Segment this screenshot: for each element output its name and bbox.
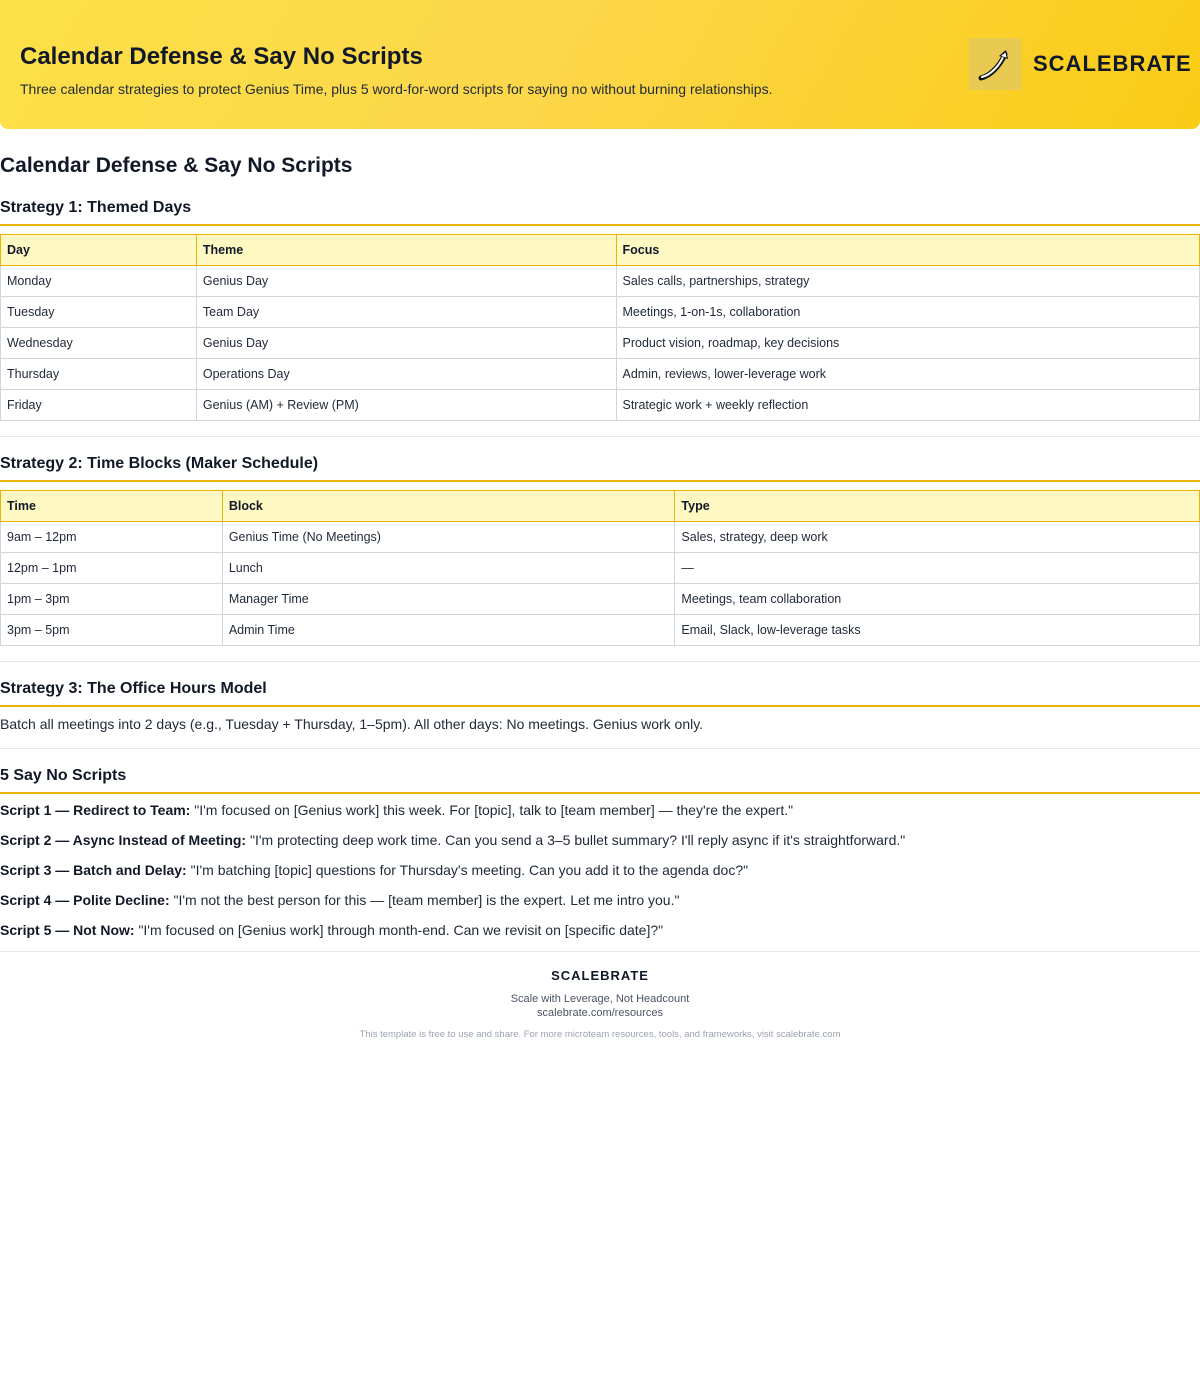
table-cell: 9am – 12pm xyxy=(1,522,223,553)
strategy3-section xyxy=(0,679,1200,732)
section-divider xyxy=(0,661,1200,662)
table-row xyxy=(1,328,1200,359)
table-cell: Wednesday xyxy=(1,328,197,359)
script-label: Script 2 — Async Instead of Meeting: xyxy=(0,832,247,848)
strategy2-heading: Strategy 2: Time Blocks (Maker Schedule) xyxy=(0,454,1200,482)
table-cell: Genius Day xyxy=(196,328,616,359)
list-item xyxy=(0,832,1200,862)
footer-divider xyxy=(0,951,1200,952)
list-item xyxy=(0,862,1200,892)
table-header-row xyxy=(1,235,1200,266)
table-cell: Manager Time xyxy=(222,584,675,615)
script-text: "I'm protecting deep work time. Can you send a 3–5 bullet summary? I'll reply async if it's straightforward." xyxy=(246,832,906,848)
section-divider xyxy=(0,436,1200,437)
script-label: Script 4 — Polite Decline: xyxy=(0,892,170,908)
table-header-row xyxy=(1,491,1200,522)
footer-tagline: Scale with Leverage, Not Headcount xyxy=(510,993,690,1005)
brand-name: SCALEBRATE xyxy=(1033,51,1192,76)
column-header: Time xyxy=(1,491,223,522)
scripts-heading: 5 Say No Scripts xyxy=(0,766,1200,794)
list-item xyxy=(0,892,1200,922)
table-cell: Sales, strategy, deep work xyxy=(675,522,1200,553)
table-cell: Genius (AM) + Review (PM) xyxy=(196,390,616,421)
column-header: Block xyxy=(222,491,675,522)
time-blocks-table xyxy=(0,490,1200,646)
strategy2-section xyxy=(0,454,1200,646)
table-row xyxy=(1,297,1200,328)
column-header: Theme xyxy=(196,235,616,266)
table-cell: — xyxy=(675,553,1200,584)
strategy1-heading: Strategy 1: Themed Days xyxy=(0,198,1200,226)
column-header: Type xyxy=(675,491,1200,522)
scripts-section xyxy=(0,766,1200,952)
table-cell: Genius Time (No Meetings) xyxy=(222,522,675,553)
script-text: "I'm not the best person for this — [team member] is the expert. Let me intro you." xyxy=(169,892,680,908)
table-cell: Meetings, 1-on-1s, collaboration xyxy=(616,297,1200,328)
column-header: Focus xyxy=(616,235,1200,266)
table-cell: Lunch xyxy=(222,553,675,584)
script-text: "I'm batching [topic] questions for Thursday's meeting. Can you add it to the agenda doc?" xyxy=(186,862,749,878)
table-row xyxy=(1,522,1200,553)
table-cell: Admin, reviews, lower-leverage work xyxy=(616,359,1200,390)
strategy3-description: Batch all meetings into 2 days (e.g., Tuesday + Thursday, 1–5pm). All other days: No meetings. Genius work only. xyxy=(0,716,704,732)
table-cell: Product vision, roadmap, key decisions xyxy=(616,328,1200,359)
brand-logo[interactable] xyxy=(969,38,1192,90)
table-row xyxy=(1,390,1200,421)
footer-note: This template is free to use and share. For more microteam resources, tools, and frameworks, visit scalebrate.com xyxy=(359,1029,841,1040)
header-title: Calendar Defense & Say No Scripts xyxy=(20,43,423,70)
rising-arrow-icon xyxy=(969,38,1021,90)
table-cell: Genius Day xyxy=(196,266,616,297)
footer-url-link[interactable]: scalebrate.com/resources xyxy=(537,1007,663,1019)
list-item xyxy=(0,922,1200,952)
table-cell: Meetings, team collaboration xyxy=(675,584,1200,615)
script-label: Script 3 — Batch and Delay: xyxy=(0,862,187,878)
table-cell: Monday xyxy=(1,266,197,297)
page-title: Calendar Defense & Say No Scripts xyxy=(0,154,353,177)
table-row xyxy=(1,615,1200,646)
table-cell: 12pm – 1pm xyxy=(1,553,223,584)
table-cell: 1pm – 3pm xyxy=(1,584,223,615)
table-cell: Tuesday xyxy=(1,297,197,328)
column-header: Day xyxy=(1,235,197,266)
table-cell: Email, Slack, low-leverage tasks xyxy=(675,615,1200,646)
table-row xyxy=(1,266,1200,297)
header-subtitle: Three calendar strategies to protect Genius Time, plus 5 word-for-word scripts for saying no without burning relationships. xyxy=(20,81,773,97)
list-item xyxy=(0,802,1200,832)
strategy3-heading: Strategy 3: The Office Hours Model xyxy=(0,679,1200,707)
table-row xyxy=(1,553,1200,584)
header-banner xyxy=(0,0,1200,129)
scripts-list xyxy=(0,802,1200,952)
table-cell: Strategic work + weekly reflection xyxy=(616,390,1200,421)
table-row xyxy=(1,359,1200,390)
script-text: "I'm focused on [Genius work] through month-end. Can we revisit on [specific date]?" xyxy=(134,922,664,938)
script-text: "I'm focused on [Genius work] this week. For [topic], talk to [team member] — they're the expert." xyxy=(190,802,794,818)
script-label: Script 5 — Not Now: xyxy=(0,922,135,938)
table-row xyxy=(1,584,1200,615)
table-cell: Sales calls, partnerships, strategy xyxy=(616,266,1200,297)
script-label: Script 1 — Redirect to Team: xyxy=(0,802,191,818)
table-cell: 3pm – 5pm xyxy=(1,615,223,646)
table-cell: Team Day xyxy=(196,297,616,328)
footer xyxy=(0,968,1200,1040)
strategy1-section xyxy=(0,198,1200,421)
table-cell: Admin Time xyxy=(222,615,675,646)
table-cell: Friday xyxy=(1,390,197,421)
footer-brand: SCALEBRATE xyxy=(551,968,649,983)
themed-days-table xyxy=(0,234,1200,421)
table-cell: Thursday xyxy=(1,359,197,390)
section-divider xyxy=(0,748,1200,749)
table-cell: Operations Day xyxy=(196,359,616,390)
